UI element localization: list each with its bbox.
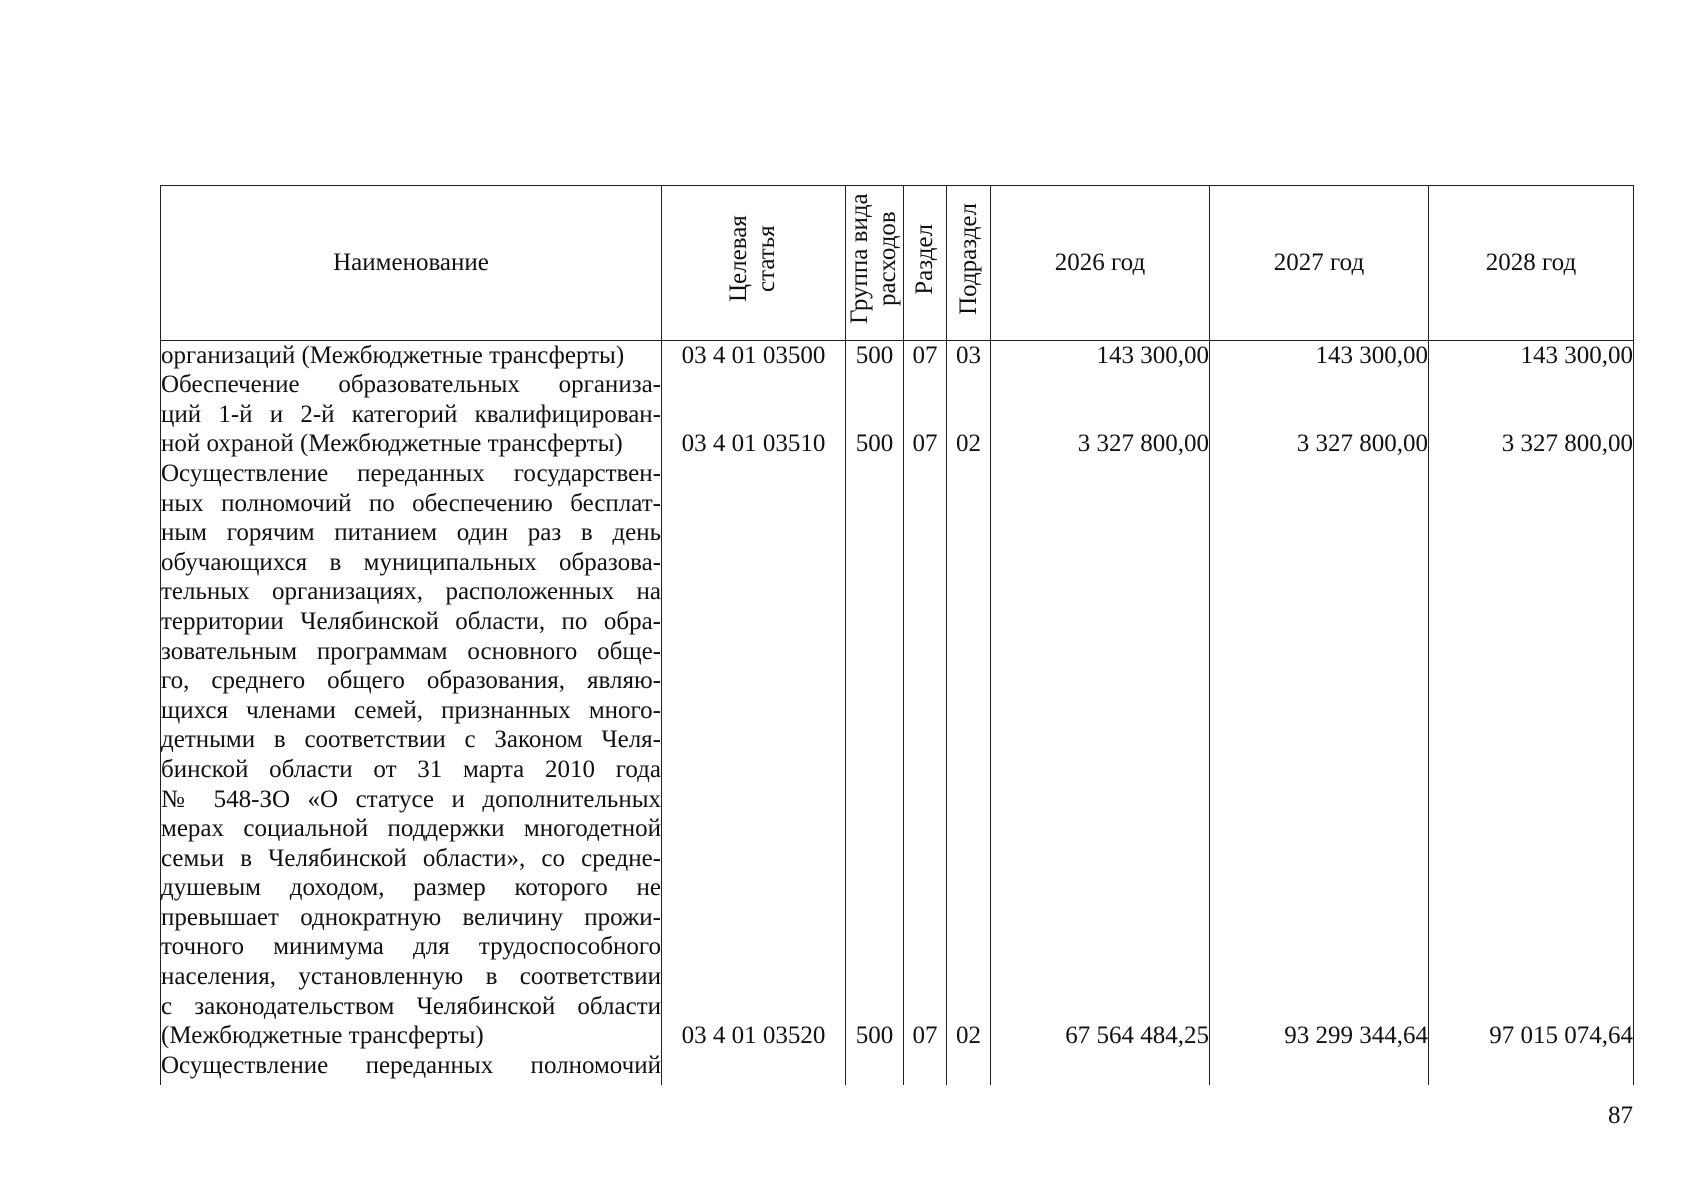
budget-table	[160, 185, 1634, 1085]
amount-2028-cell: 3 327 800,00	[1429, 370, 1634, 459]
row-name-cell	[161, 459, 662, 1051]
name-line: го, среднего общего образования, являю-	[161, 667, 661, 695]
name-line: организаций (Межбюджетные трансферты)	[161, 341, 625, 369]
amount-2027-cell: 143 300,00	[1210, 340, 1429, 370]
amount-2026-cell	[991, 1051, 1210, 1085]
row-name-cell	[161, 370, 662, 459]
header-year-2027: 2027 год	[1210, 186, 1429, 341]
table-row	[161, 340, 1634, 370]
name-line: ных полномочий по обеспечению бесплат-	[161, 489, 661, 517]
header-section: Раздел	[904, 186, 947, 341]
target-article-cell: 03 4 01 03500	[662, 340, 846, 370]
name-line: душевым доходом, размер которого не	[161, 874, 661, 902]
expense-group-cell: 500	[846, 340, 904, 370]
name-line: превышает однократную величину прожи-	[161, 903, 661, 931]
name-line: Обеспечение образовательных организа-	[161, 371, 661, 399]
name-line: семьи в Челябинской области», со средне-	[161, 844, 661, 872]
name-line: обучающихся в муниципальных образова-	[161, 548, 661, 576]
subsection-cell: 02	[947, 459, 991, 1051]
name-line: точного минимума для трудоспособного	[161, 933, 661, 961]
amount-2026-cell: 3 327 800,00	[991, 370, 1210, 459]
name-line: щихся членами семей, признанных много-	[161, 696, 661, 724]
section-cell: 07	[904, 340, 947, 370]
section-cell: 07	[904, 459, 947, 1051]
section-cell	[904, 1051, 947, 1085]
amount-2028-cell	[1429, 1051, 1634, 1085]
amount-2026-cell: 67 564 484,25	[991, 459, 1210, 1051]
name-line: зовательным программам основного обще-	[161, 637, 661, 665]
subsection-cell	[947, 1051, 991, 1085]
name-line: № 548-ЗО «О статусе и дополнительных	[161, 785, 661, 813]
name-line: (Межбюджетные трансферты)	[161, 1022, 484, 1050]
expense-group-cell	[846, 1051, 904, 1085]
name-line: тельных организациях, расположенных на	[161, 578, 661, 606]
expense-group-cell: 500	[846, 370, 904, 459]
name-line: с законодательством Челябинской области	[161, 992, 661, 1020]
table-row	[161, 1051, 1634, 1085]
name-line: бинской области от 31 марта 2010 года	[161, 755, 661, 783]
header-name: Наименование	[161, 186, 662, 341]
name-line: ным горячим питанием один раз в день	[161, 519, 661, 547]
header-year-2028: 2028 год	[1429, 186, 1634, 341]
amount-2026-cell: 143 300,00	[991, 340, 1210, 370]
table-row	[161, 459, 1634, 1051]
target-article-cell: 03 4 01 03510	[662, 370, 846, 459]
name-line: Осуществление переданных полномочий	[161, 1051, 661, 1079]
row-name-cell	[161, 1051, 662, 1085]
page-number: 87	[1608, 1102, 1633, 1129]
name-line: территории Челябинской области, по обра-	[161, 607, 661, 635]
name-line: мерах социальной поддержки многодетной	[161, 815, 661, 843]
amount-2027-cell: 3 327 800,00	[1210, 370, 1429, 459]
amount-2028-cell: 143 300,00	[1429, 340, 1634, 370]
table-header-row	[161, 186, 1634, 341]
name-line: ной охраной (Межбюджетные трансферты)	[161, 430, 623, 458]
section-cell: 07	[904, 370, 947, 459]
row-name-cell	[161, 340, 662, 370]
table-row	[161, 370, 1634, 459]
header-expense-group: Группа вида расходов	[846, 186, 904, 341]
target-article-cell	[662, 1051, 846, 1085]
header-subsection: Подраздел	[947, 186, 991, 341]
amount-2028-cell: 97 015 074,64	[1429, 459, 1634, 1051]
name-line: детными в соответствии с Законом Челя-	[161, 726, 661, 754]
subsection-cell: 03	[947, 340, 991, 370]
name-line: ций 1-й и 2-й категорий квалифицирован-	[161, 400, 661, 428]
header-target-article: Целевая статья	[662, 186, 846, 341]
subsection-cell: 02	[947, 370, 991, 459]
name-line: населения, установленную в соответствии	[161, 963, 661, 991]
expense-group-cell: 500	[846, 459, 904, 1051]
amount-2027-cell: 93 299 344,64	[1210, 459, 1429, 1051]
target-article-cell: 03 4 01 03520	[662, 459, 846, 1051]
name-line: Осуществление переданных государствен-	[161, 459, 661, 487]
header-year-2026: 2026 год	[991, 186, 1210, 341]
amount-2027-cell	[1210, 1051, 1429, 1085]
